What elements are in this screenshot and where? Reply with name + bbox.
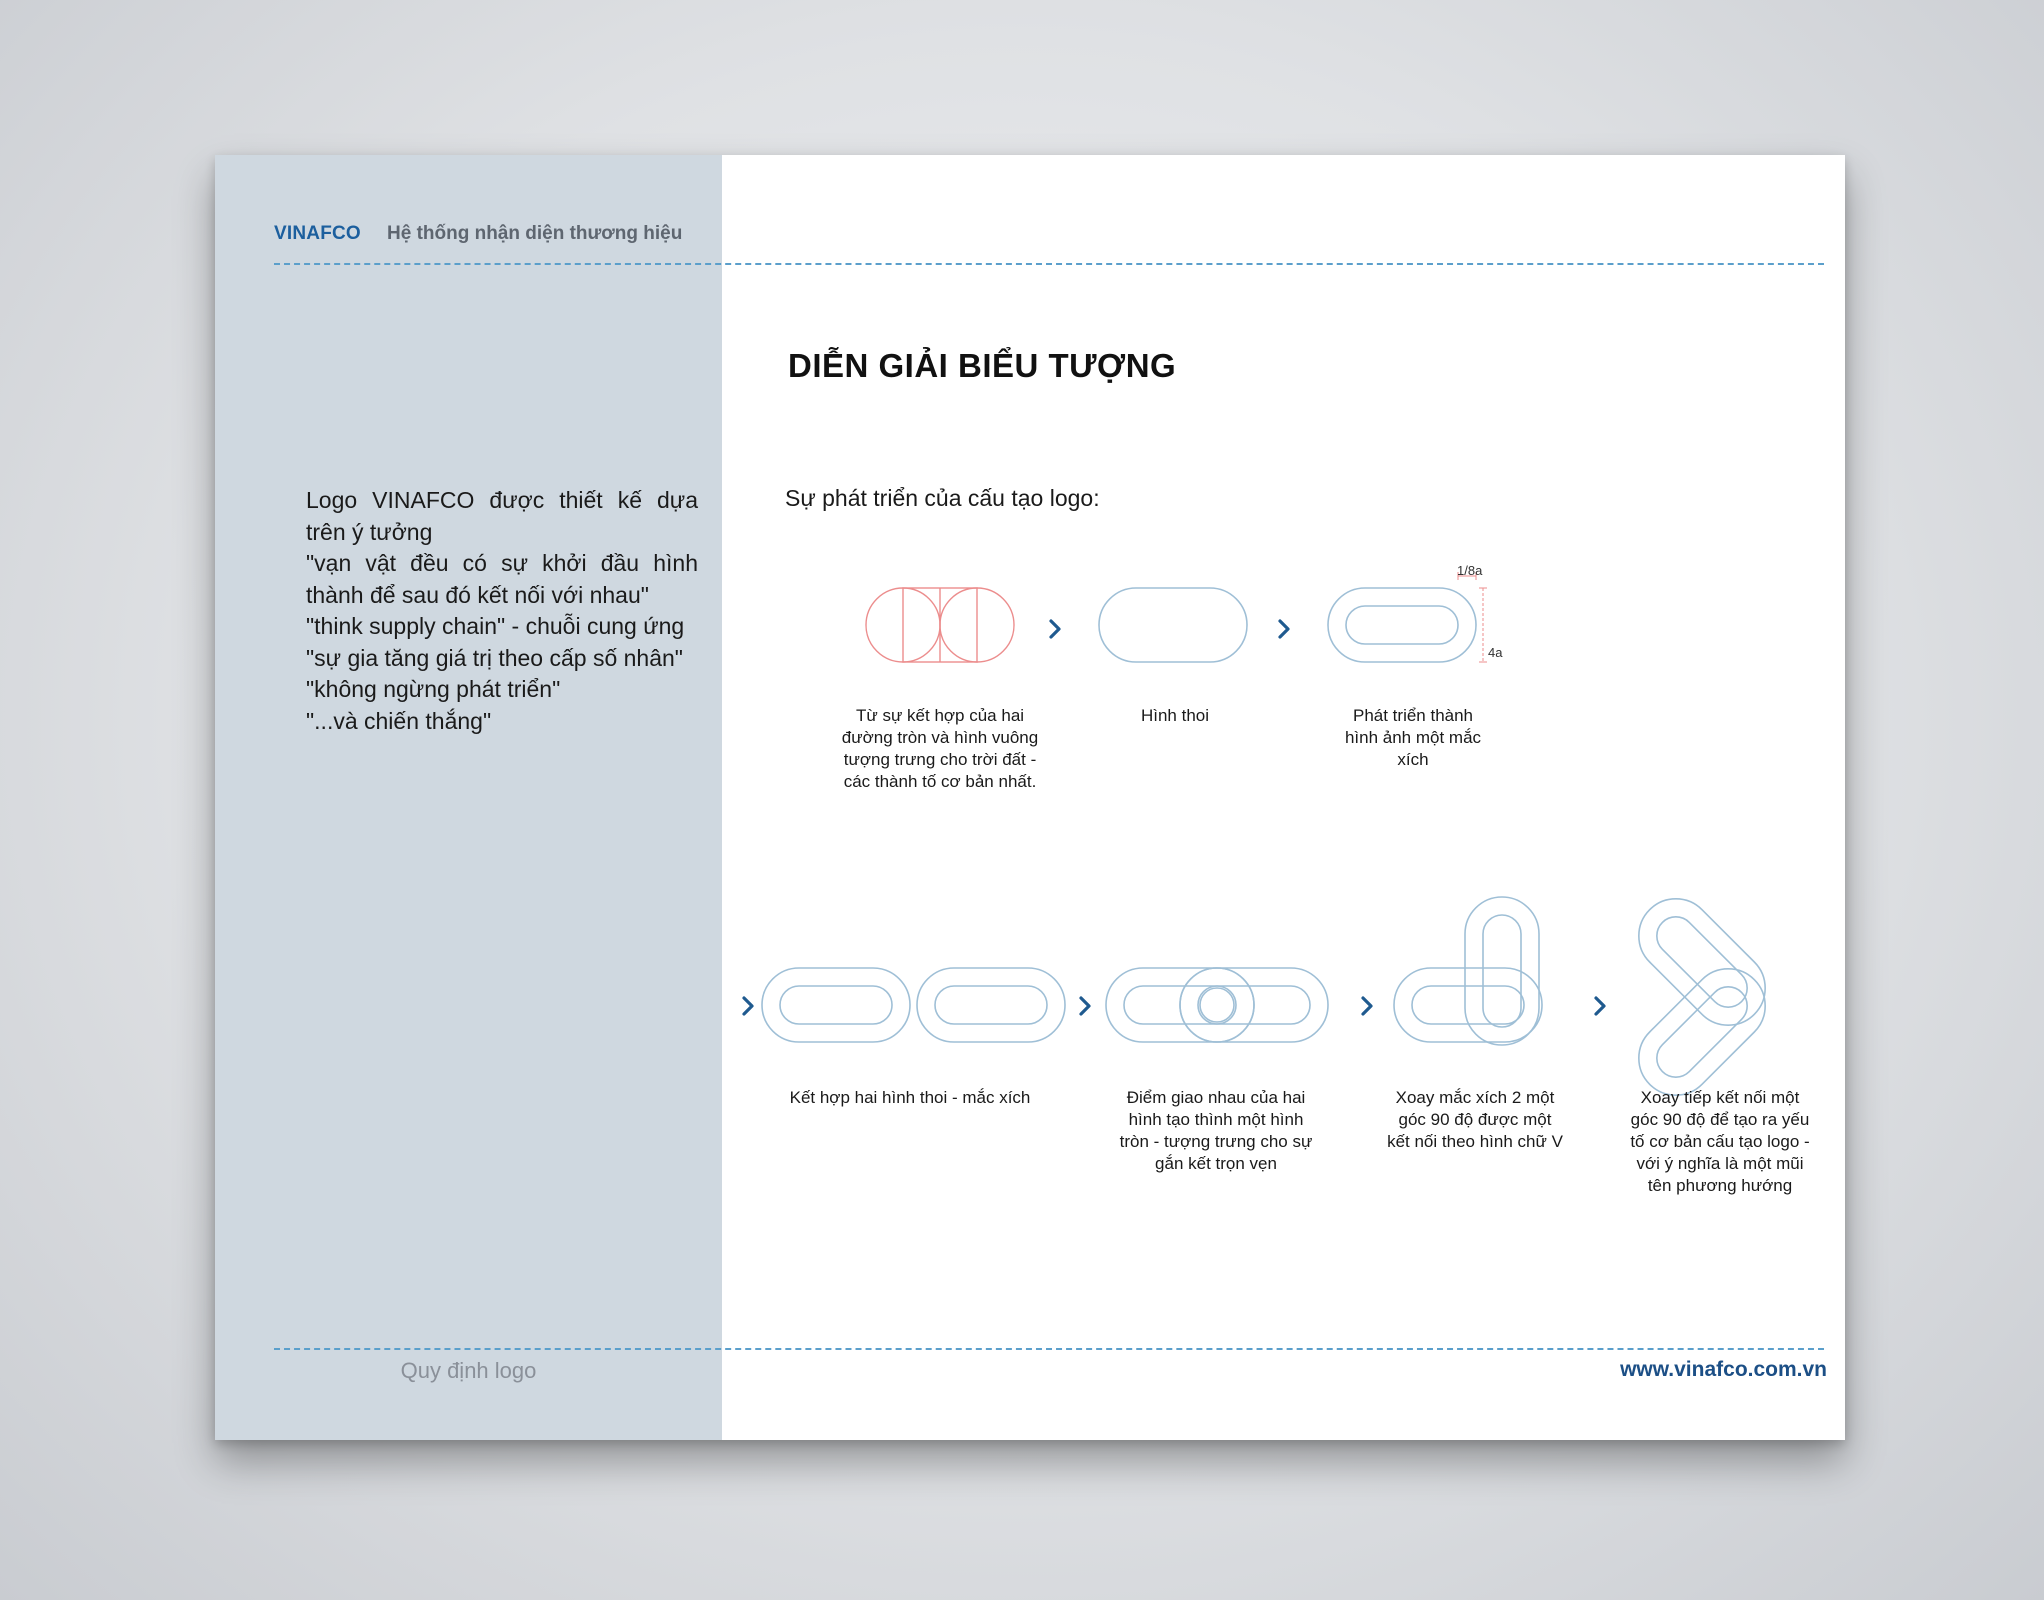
step-caption: Kết hợp hai hình thoi - mắc xích [789,1088,1031,1107]
dimension-label-top: 1/8a [1457,563,1483,578]
footer-website-link[interactable]: www.vinafco.com.vn [1620,1358,1827,1381]
step-caption: Xoay tiếp kết nối một góc 90 độ để tạo ra yếu tố cơ bản cấu tạo logo - với ý nghĩa là một mũi tên phương hướng [1630,1088,1810,1195]
dimension-marks [1458,572,1487,662]
rotated-link-shape [1394,897,1542,1045]
footer-section-label: Quy định logo [400,1358,537,1383]
header-brand: VINAFCO [274,223,361,244]
chain-link-shape [1328,588,1476,662]
intro-line: thành để sau đó kết nối với nhau" [306,581,649,608]
step-arrow-icon [1081,998,1089,1014]
intro-line: "...và chiến thắng" [306,707,492,734]
intro-line: trên ý tưởng [306,518,433,545]
step-arrow-icon [744,998,752,1014]
step-arrow-icon [1051,621,1059,637]
step-caption: Từ sự kết hợp của hai đường tròn và hình vuông tượng trưng cho trời đất - các thành tố cơ bản nhất. [841,706,1039,791]
step-caption: Hình thoi [1140,706,1210,725]
step-arrow-icon [1363,998,1371,1014]
overlapping-links-shape [1106,968,1328,1042]
step-caption: Xoay mắc xích 2 một góc 90 độ được một kết nối theo hình chữ V [1387,1088,1563,1151]
step-caption: Điểm giao nhau của hai hình tạo thình một hình tròn - tượng trưng cho sự gắn kết trọn vẹn [1119,1088,1313,1173]
brand-guideline-page [215,155,1845,1440]
step-arrow-icon [1596,998,1604,1014]
page-title: DIỄN GIẢI BIỂU TƯỢNG [788,347,1177,384]
capsule-shape [1099,588,1247,662]
header-subtitle: Hệ thống nhận diện thương hiệu [387,223,683,244]
arrow-v-shape [1624,884,1781,1111]
step-caption: Phát triển thành hình ảnh một mắc xích [1344,706,1482,769]
step-arrow-icon [1280,621,1288,637]
intro-line: Logo VINAFCO được thiết kế dựa [306,487,698,513]
dimension-label-side: 4a [1488,645,1503,660]
intro-line: "vạn vật đều có sự khởi đầu hình [306,550,698,576]
intro-line: "sự gia tăng giá trị theo cấp số nhân" [306,644,683,671]
logo-construction-diagram [215,155,1845,1440]
intro-line: "think supply chain" - chuỗi cung ứng [306,613,685,639]
intro-line: "không ngừng phát triển" [306,676,561,702]
two-links-shape [762,968,1065,1042]
construction-circles-shape [866,588,1014,662]
section-subtitle: Sự phát triển của cấu tạo logo: [785,485,1100,511]
footer-divider [274,1348,1824,1350]
